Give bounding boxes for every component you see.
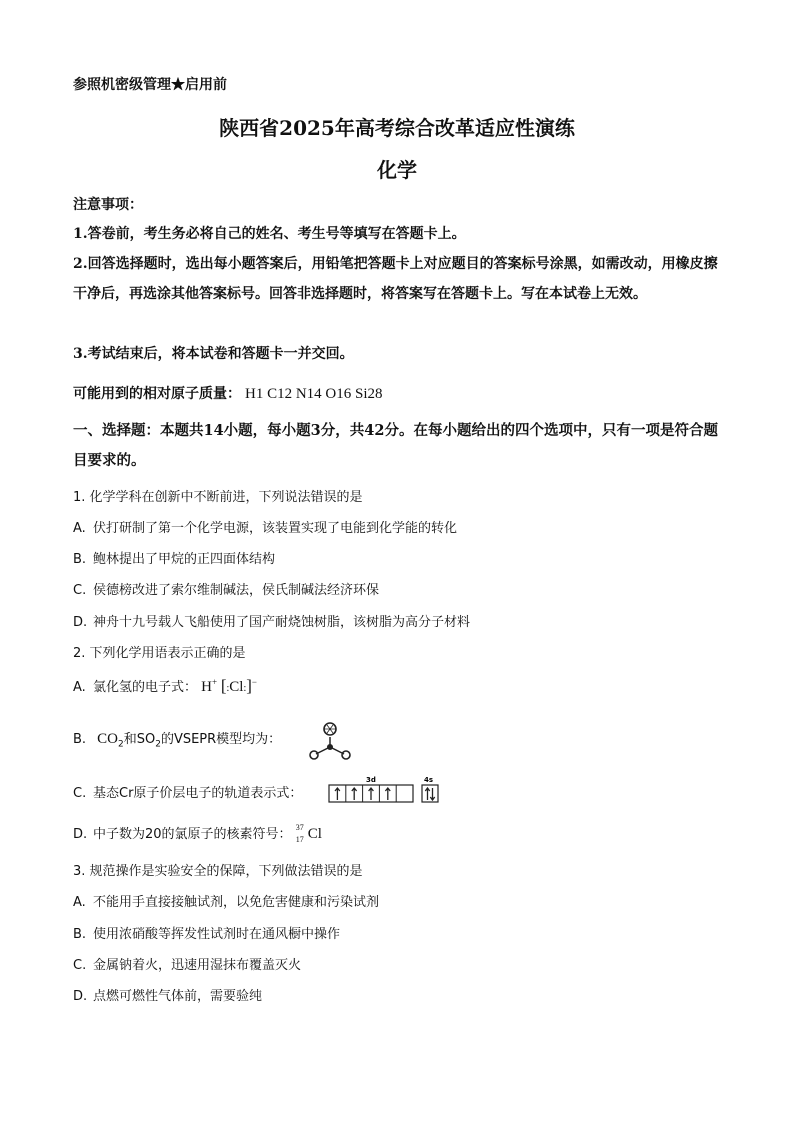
option-text: 侯德榜改进了索尔维制碱法，侯氏制碱法经济环保 [93, 583, 380, 598]
question-2-option-a [73, 676, 257, 696]
option-label: C. [73, 583, 87, 598]
question-1-stem: 1. 化学学科在创新中不断前进，下列说法错误的是 [73, 490, 363, 505]
option-text: 金属钠着火，迅速用湿抹布覆盖灭火 [93, 958, 302, 973]
option-label: B. [73, 732, 87, 747]
option-text: 氯化氢的电子式： [93, 680, 198, 695]
question-3-option-b [73, 923, 340, 942]
svg-text:4s: 4s [424, 776, 434, 784]
outer-atom-left [310, 751, 318, 759]
question-1-option-b [73, 548, 275, 567]
4s-orbital-box [422, 785, 438, 802]
option-text: 神舟十九号载人飞船使用了国产耐烧蚀树脂，该树脂为高分子材料 [93, 615, 471, 630]
atomic-mass-values: H1 C12 N14 O16 Si28 [245, 386, 383, 402]
note-item-3: 3.考试结束后，将本试卷和答题卡一并交回。 [73, 346, 354, 362]
option-text: 基态Cr原子价层电子的轨道表示式： [93, 786, 303, 801]
hcl-electron-formula: H+ [:Cl:]− [201, 676, 257, 695]
option-label: D. [73, 827, 88, 842]
exam-title: 陕西省2025年高考综合改革适应性演练 [219, 116, 575, 140]
question-2-option-b: B. $CO_2$和$SO_2$的VSEPR模型均为： [73, 731, 282, 750]
option-label: D. [73, 615, 88, 630]
cr-orbital-diagram [328, 774, 444, 806]
atomic-mass-line [73, 383, 383, 403]
option-label: A. [73, 895, 86, 910]
option-label: D. [73, 989, 88, 1004]
question-1-option-c [73, 579, 379, 598]
outer-atom-right [342, 751, 350, 759]
option-label: B. [73, 552, 87, 567]
option-text: 中子数为20的氯原子的核素符号： [93, 827, 292, 842]
confidential-label: 参照机密级管理★启用前 [73, 77, 227, 93]
question-2-option-c [73, 782, 302, 801]
option-text: 使用浓硝酸等挥发性试剂时在通风橱中操作 [93, 927, 341, 942]
option-label: A. [73, 521, 86, 536]
notes-heading: 注意事项： [73, 197, 143, 213]
vsepr-model-diagram [306, 717, 354, 761]
note-item-2: 2.回答选择题时，选出每小题答案后，用铅笔把答题卡上对应题目的答案标号涂黑，如需改动，用橡皮擦干净后，再选涂其他答案标号。回答非选择题时，将答案写在答题卡上。写在本试卷上无效。 [73, 256, 718, 302]
option-text: 点燃可燃性气体前，需要验纯 [93, 989, 263, 1004]
option-text: 鲍林提出了甲烷的正四面体结构 [93, 552, 276, 567]
question-2-stem: 2. 下列化学用语表示正确的是 [73, 646, 246, 661]
isotope-symbol: 37 17 [295, 822, 304, 844]
option-label: B. [73, 927, 87, 942]
option-label: A. [73, 680, 86, 695]
question-3-option-c [73, 954, 301, 973]
option-text: 伏打研制了第一个化学电源，该装置实现了电能到化学能的转化 [93, 521, 458, 536]
question-3-option-a [73, 891, 379, 910]
option-label: C. [73, 786, 87, 801]
atomic-mass-label: 可能用到的相对原子质量： [73, 386, 241, 402]
option-text: 不能用手直接接触试剂，以免危害健康和污染试剂 [93, 895, 380, 910]
question-1-option-a [73, 517, 457, 536]
note-item-1: 1.答卷前，考生务必将自己的姓名、考生号等填写在答题卡上。 [73, 226, 466, 242]
question-3-option-d [73, 985, 262, 1004]
question-3-stem: 3. 规范操作是实验安全的保障，下列做法错误的是 [73, 864, 363, 879]
question-1-option-d [73, 611, 470, 630]
section1-heading: 一、选择题：本题共14小题，每小题3分，共42分。在每小题给出的四个选项中，只有一项是符合题目要求的。 [73, 422, 718, 469]
question-2-option-d: D. 中子数为20的氯原子的核素符号： 37 17 Cl [73, 822, 322, 844]
option-label: C. [73, 958, 87, 973]
svg-text:3d: 3d [366, 776, 376, 784]
subject-title: 化学 [377, 158, 417, 182]
